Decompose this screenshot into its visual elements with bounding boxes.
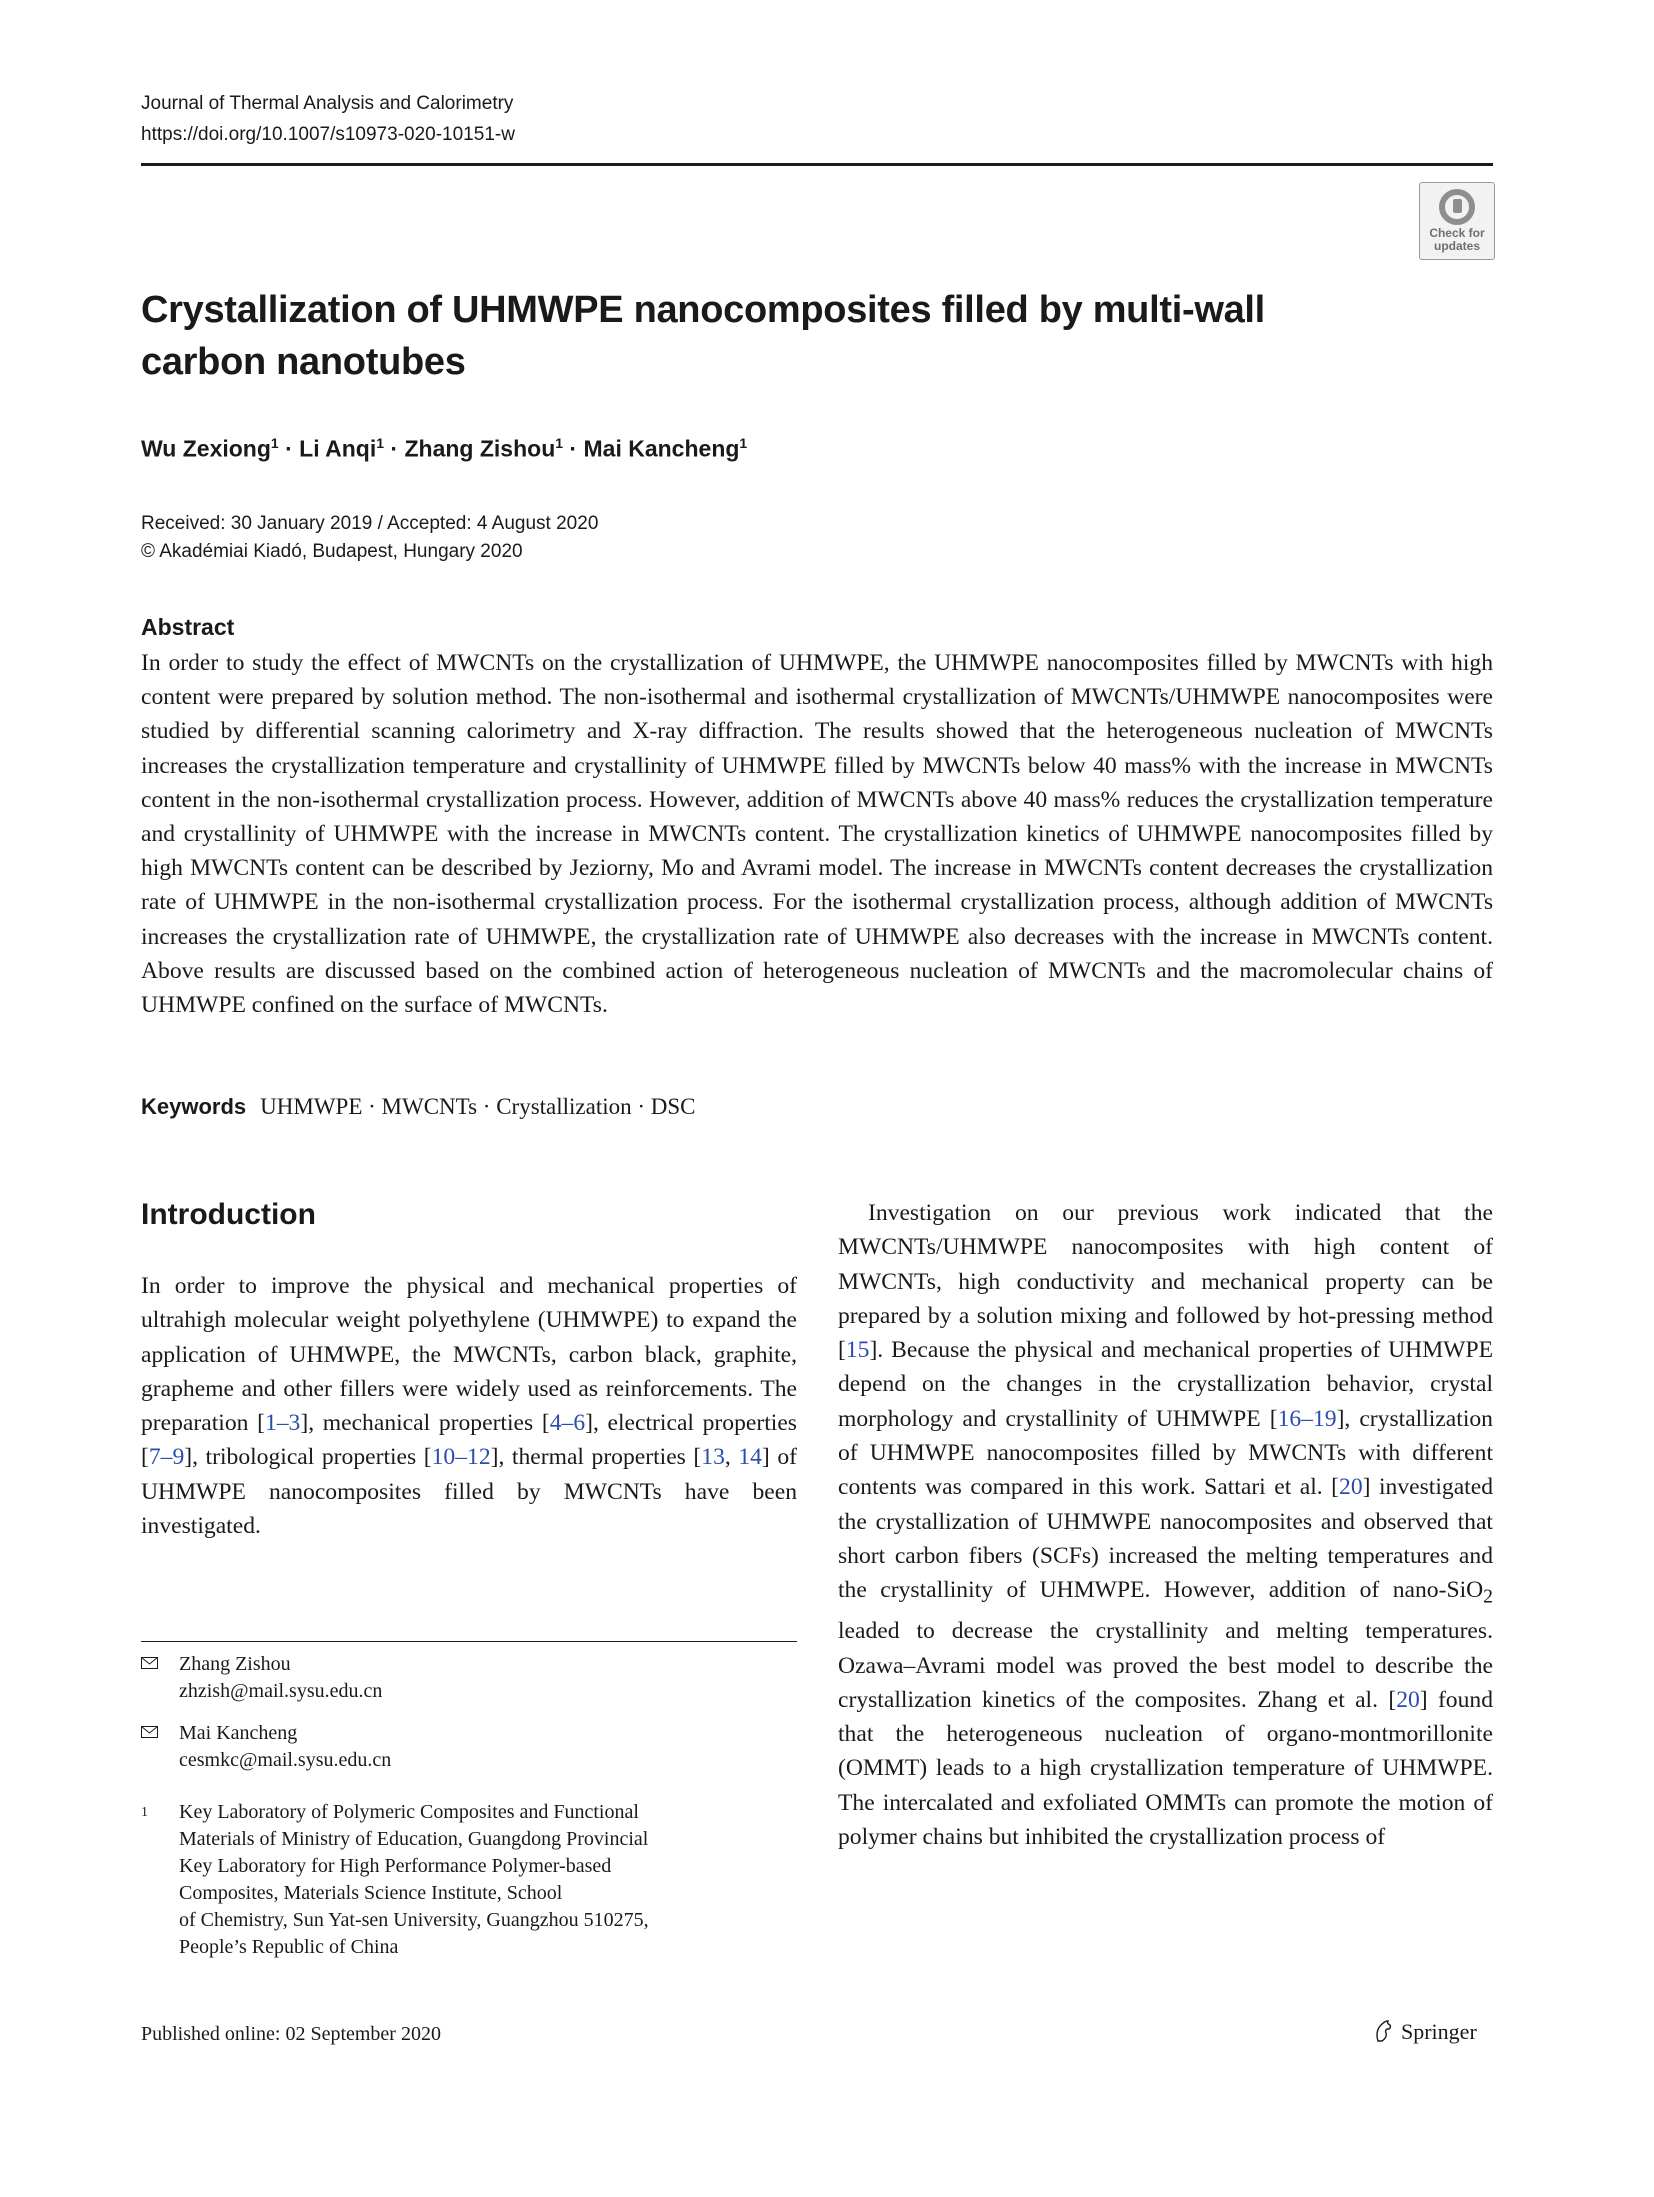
published-online: Published online: 02 September 2020 [141, 2023, 441, 2045]
author-name[interactable]: Li Anqi [299, 435, 377, 462]
intro-paragraph-right: Investigation on our previous work indicated that the MWCNTs/UHMWPE nanocomposites with high content of MWCNTs, high conductivity and mechanical property can be prepared by a solution mixing and followed by hot-pressing method [15]. Because the physical and mechanical properties of UHMWPE depend on the changes in the crystallization behavior, crystal morphology and crystallinity of UHMWPE [16–19], crystallization of UHMWPE nanocomposites filled by MWCNTs with different contents was compared in this work. Sattari et al. [20] investigated the crystallization of UHMWPE nanocomposites and observed that short carbon fibers (SCFs) increased the melting temperatures and the crystallinity of UHMWPE. However, addition of nano-SiO$_2$ leaded to decrease the crystallinity and melting temperatures. Ozawa–Avrami model was proved the best model to describe the crystallization kinetics of the composites. Zhang et al. [20] found that the heterogeneous nucleation of organo-montmorillonite (OMMT) leads to a high crystallization temperature of UHMWPE. The intercalated and exfoliated OMMTs can promote the motion of polymer chains but inhibited the crystallization process of [838, 1200, 1494, 1851]
author-name[interactable]: Mai Kancheng [583, 435, 740, 462]
publisher-name: Springer [1401, 2019, 1477, 2044]
citation-link[interactable]: 13 [701, 1444, 725, 1471]
left-column [141, 1195, 797, 1543]
journal-name: Journal of Thermal Analysis and Calorimetry [141, 93, 514, 114]
article-title: Crystallization of UHMWPE nanocomposites filled by multi‑wall carbon nanotubes [141, 289, 1265, 383]
author-list [141, 428, 747, 464]
springer-horse-icon [1373, 2019, 1395, 2043]
corr-email[interactable]: cesmkc@mail.sysu.edu.cn [179, 1749, 392, 1771]
keywords-text: UHMWPE · MWCNTs · Crystallization · DSC [260, 1094, 696, 1119]
intro-paragraph-left: In order to improve the physical and mechanical properties of ultrahigh molecular weight polyethylene (UHMWPE) to expand the application of UHMWPE, the MWCNTs, carbon black, graphite, grapheme and other fillers were widely used as reinforcements. The preparation [1–3], mechanical properties [4–6], electrical properties [7–9], tribological properties [10–12], thermal properties [13, 14] of UHMWPE nanocomposites filled by MWCNTs have been investigated. [141, 1273, 797, 1540]
copyright: © Akadémiai Kiadó, Budapest, Hungary 2020 [141, 541, 523, 562]
mail-icon [141, 1657, 158, 1669]
check-for-updates-badge[interactable] [1419, 182, 1495, 260]
right-column [838, 1196, 1493, 1854]
author-name[interactable]: Wu Zexiong [141, 435, 271, 462]
author-affiliation-mark: 1 [270, 435, 279, 451]
article-dates [141, 510, 598, 566]
affiliation-line: Materials of Ministry of Education, Guangdong Provincial [179, 1828, 649, 1850]
citation-link[interactable]: 20 [1339, 1474, 1363, 1501]
author-name[interactable]: Zhang Zishou [404, 435, 556, 462]
citation-link[interactable]: 7–9 [148, 1444, 185, 1471]
corr-name: Zhang Zishou [179, 1653, 291, 1675]
badge-line1: Check for [1429, 226, 1485, 240]
affiliation-line: Composites, Materials Science Institute, School [179, 1882, 563, 1904]
affiliation-line: of Chemistry, Sun Yat-sen University, Guangzhou 510275, [179, 1909, 649, 1931]
check-updates-icon [1439, 189, 1475, 225]
citation-link[interactable]: 14 [738, 1444, 762, 1471]
affiliation-line: People’s Republic of China [179, 1936, 399, 1958]
abstract-text: In order to study the effect of MWCNTs on the crystallization of UHMWPE, the UHMWPE nanocomposites filled by MWCNTs with high content were prepared by solution method. The non-isothermal and isothermal crystallization of MWCNTs/UHMWPE nanocomposites were studied by differential scanning calorimetry and X-ray diffraction. The results showed that the heterogeneous nucleation of MWCNTs increases the crystallization temperature and crystallinity of UHMWPE filled by MWCNTs below 40 mass% with the increase in MWCNTs content in the non-isothermal crystallization process. However, addition of MWCNTs above 40 mass% reduces the crystallization temperature and crystallinity of UHMWPE with the increase in MWCNTs content. The crystallization kinetics of UHMWPE nanocomposites filled by high MWCNTs content can be described by Jeziorny, Mo and Avrami model. The increase in MWCNTs content decreases the crystallization rate of UHMWPE in the non-isothermal crystallization process. For the isothermal crystallization process, although addition of MWCNTs increases the crystallization rate of UHMWPE, the crystallization rate of UHMWPE also decreases with the increase in MWCNTs content. Above results are discussed based on the combined action of heterogeneous nucleation of MWCNTs and the macromolecular chains of UHMWPE confined on the surface of MWCNTs. [141, 650, 1493, 1019]
author-affiliation-mark: 1 [739, 435, 748, 451]
citation-link[interactable]: 4–6 [549, 1410, 586, 1437]
author-separator: · [384, 435, 405, 462]
subscript: 2 [1483, 1585, 1493, 1608]
journal-header [141, 88, 515, 150]
citation-link[interactable]: 10–12 [431, 1444, 491, 1471]
badge-line2: updates [1433, 239, 1480, 253]
section-heading-introduction: Introduction [141, 1198, 316, 1231]
affiliation-number: 1 [141, 1805, 148, 1820]
citation-link[interactable]: 1–3 [264, 1410, 301, 1437]
author-separator: · [563, 435, 584, 462]
corr-email[interactable]: zhzish@mail.sysu.edu.cn [179, 1680, 383, 1702]
citation-link[interactable]: 20 [1396, 1686, 1420, 1713]
affiliation-line: Key Laboratory of Polymeric Composites and Functional [179, 1801, 639, 1823]
author-affiliation-mark: 1 [555, 435, 564, 451]
affiliation-line: Key Laboratory for High Performance Polymer-based [179, 1855, 612, 1877]
citation-link[interactable]: 15 [845, 1337, 870, 1364]
abstract-heading: Abstract [141, 614, 235, 640]
mail-icon [141, 1726, 158, 1738]
doi-link[interactable]: https://doi.org/10.1007/s10973-020-10151-w [141, 124, 515, 145]
author-separator: · [278, 435, 300, 462]
keywords [141, 1090, 696, 1124]
publisher-logo [1373, 2019, 1477, 2045]
footnote-rule [141, 1641, 797, 1642]
author-affiliation-mark: 1 [376, 435, 385, 451]
corr-name: Mai Kancheng [179, 1722, 298, 1744]
citation-link[interactable]: 16–19 [1277, 1405, 1337, 1432]
header-rule [141, 163, 1493, 166]
keywords-label: Keywords [141, 1094, 247, 1119]
received-accepted: Received: 30 January 2019 / Accepted: 4 August 2020 [141, 513, 599, 534]
